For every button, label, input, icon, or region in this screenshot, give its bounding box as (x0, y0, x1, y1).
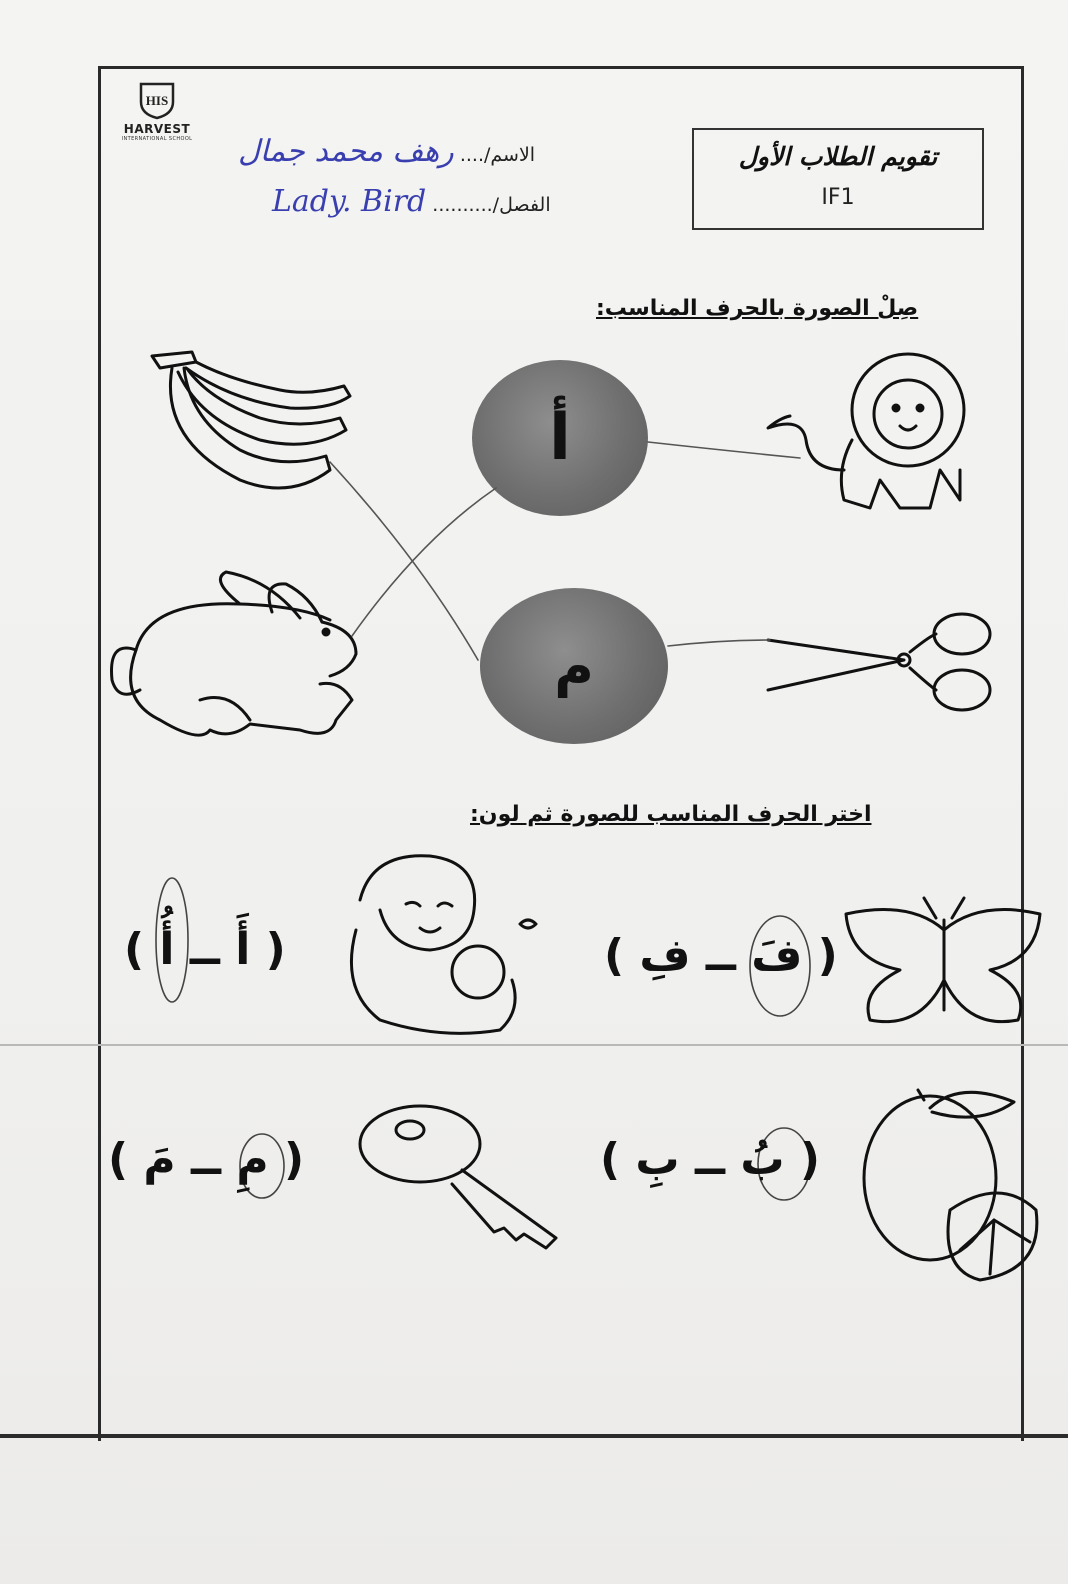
rabbit-icon[interactable] (112, 572, 357, 735)
class-handwritten: Lady. Bird (272, 184, 427, 219)
choice-orange[interactable]: ( بُ ــ بِ ) (600, 1134, 820, 1185)
letter-meem: م (554, 634, 594, 698)
butterfly-icon[interactable] (846, 898, 1040, 1022)
choice-butterfly[interactable]: ( فَ ــ فِ ) (604, 930, 838, 981)
logo-name: HARVEST (123, 122, 191, 136)
letter-alef: أ (549, 401, 571, 475)
orange-icon[interactable] (864, 1090, 1037, 1280)
choice-key[interactable]: ( مِ ــ مَ ) (108, 1134, 305, 1185)
class-label: الفصل/.......... (432, 194, 551, 216)
banana-icon[interactable] (152, 352, 350, 488)
lion-icon[interactable] (768, 354, 964, 508)
logo-monogram: HIS (145, 93, 169, 108)
name-label: الاسم/.... (459, 144, 536, 166)
class-code: IF1 (821, 185, 855, 210)
key-icon[interactable] (360, 1106, 556, 1248)
section2-heading: اختر الحرف المناسب للصورة ثم لون: (470, 802, 872, 827)
scissors-icon[interactable] (768, 614, 990, 710)
mother-baby-icon[interactable] (351, 856, 536, 1034)
section1-heading: صِلْ الصورة بالحرف المناسب: (596, 296, 919, 321)
name-handwritten: رهف محمد جمال (238, 134, 454, 169)
matching-lines (330, 442, 800, 660)
choice-mother[interactable]: ( أَ ــ أُ ) (124, 924, 286, 975)
worksheet-title: تقويم الطلاب الأول (738, 142, 938, 171)
logo-subtitle: INTERNATIONAL SCHOOL (121, 136, 193, 142)
